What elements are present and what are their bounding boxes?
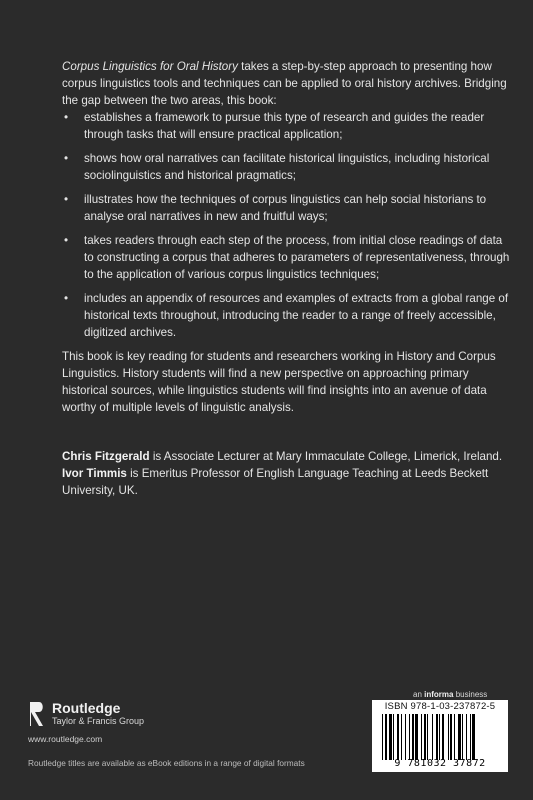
barcode-bar: [454, 714, 455, 760]
barcode-bar: [436, 714, 438, 760]
barcode-bar: [412, 714, 414, 760]
bullet-icon: •: [64, 234, 69, 247]
author-name: Ivor Timmis: [62, 467, 127, 480]
list-item: [62, 191, 510, 225]
publisher-group: Taylor & Francis Group: [52, 716, 145, 726]
barcode-bar: [405, 714, 406, 760]
list-item: [62, 150, 510, 184]
barcode-bar: [393, 714, 394, 760]
barcode-bar: [424, 714, 426, 760]
barcode-bar: [470, 714, 471, 760]
isbn-label: ISBN 978-1-03-237872-5: [384, 701, 496, 712]
list-item-text: establishes a framework to pursue this type of research and guides the reader through tasks that will ensure practical application;: [84, 111, 485, 141]
barcode-bar: [409, 714, 410, 760]
list-item-text: takes readers through each step of the process, from initial close readings of data to constructing a corpus that adheres to parameters of representativeness, through to the application of various corpus linguistics techniques;: [84, 234, 510, 281]
cover-text: [62, 58, 510, 499]
barcode-bar: [385, 714, 387, 760]
barcode-bar: [450, 714, 452, 760]
barcode-bar: [472, 714, 475, 760]
author-name: Chris Fitzgerald: [62, 450, 150, 463]
barcode-digits: 9 781032 37872: [394, 758, 486, 769]
informa-brand: informa: [424, 690, 454, 699]
barcode-bar: [397, 714, 399, 760]
routledge-logo-icon: [28, 700, 46, 728]
author-bio: [62, 465, 510, 499]
barcode-bars: [382, 714, 500, 760]
ebook-note: Routledge titles are available as eBook editions in a range of digital formats: [28, 758, 305, 768]
barcode-bar: [466, 714, 467, 760]
bullet-icon: •: [64, 111, 69, 124]
publisher-name: Routledge: [52, 700, 121, 716]
informa-prefix: an: [413, 690, 425, 699]
list-item: [62, 232, 510, 283]
barcode-bar: [442, 714, 444, 760]
barcode-bar: [401, 714, 402, 760]
barcode-bar: [439, 714, 440, 760]
intro-paragraph: [62, 58, 510, 109]
list-item-text: includes an appendix of resources and examples of extracts from a global range of historical texts throughout, introducing the reader to a range of freely accessible, digitized archives.: [84, 292, 509, 339]
barcode-bar: [415, 714, 418, 760]
summary-paragraph: This book is key reading for students and researchers working in History and Corpus Linguistics. History students will find a new perspective on approaching primary historical sources, while linguistics students will find insights into an avenue of data worthy of multiple levels of linguistic analysis.: [62, 350, 496, 414]
author-bio-text: is Associate Lecturer at Mary Immaculate College, Limerick, Ireland.: [149, 450, 503, 463]
list-item: [62, 290, 510, 341]
barcode-bar: [427, 714, 428, 760]
isbn-barcode: [372, 700, 508, 772]
publisher-block: [28, 700, 228, 744]
bullet-icon: •: [64, 193, 69, 206]
list-item: [62, 109, 510, 143]
bullet-icon: •: [64, 152, 69, 165]
barcode-bar: [421, 714, 422, 760]
author-bio-text: is Emeritus Professor of English Language Teaching at Leeds Beckett University, UK.: [62, 467, 489, 497]
informa-suffix: business: [453, 690, 488, 699]
author-bios: [62, 448, 510, 499]
informa-tagline: [413, 690, 487, 699]
intro-text: takes a step-by-step approach to presenting how corpus linguistics tools and techniques can be applied to oral history archives. Bridging the gap between the two areas, this book:: [62, 60, 507, 107]
barcode-bar: [382, 714, 383, 760]
author-bio: [62, 448, 510, 465]
barcode-bar: [462, 714, 463, 760]
book-title: Corpus Linguistics for Oral History: [62, 60, 238, 73]
barcode-bar: [389, 714, 392, 760]
list-item-text: illustrates how the techniques of corpus linguistics can help social historians to analyse oral narratives in new and fruitful ways;: [84, 193, 487, 223]
barcode-bar: [448, 714, 449, 760]
publisher-logo: [28, 700, 228, 728]
bullet-icon: •: [64, 292, 69, 305]
barcode-bar: [432, 714, 433, 760]
publisher-url: www.routledge.com: [28, 734, 103, 744]
barcode-bar: [458, 714, 461, 760]
list-item-text: shows how oral narratives can facilitate historical linguistics, including historical sociolinguistics and historical pragmatics;: [84, 152, 490, 182]
feature-list: [62, 109, 510, 341]
